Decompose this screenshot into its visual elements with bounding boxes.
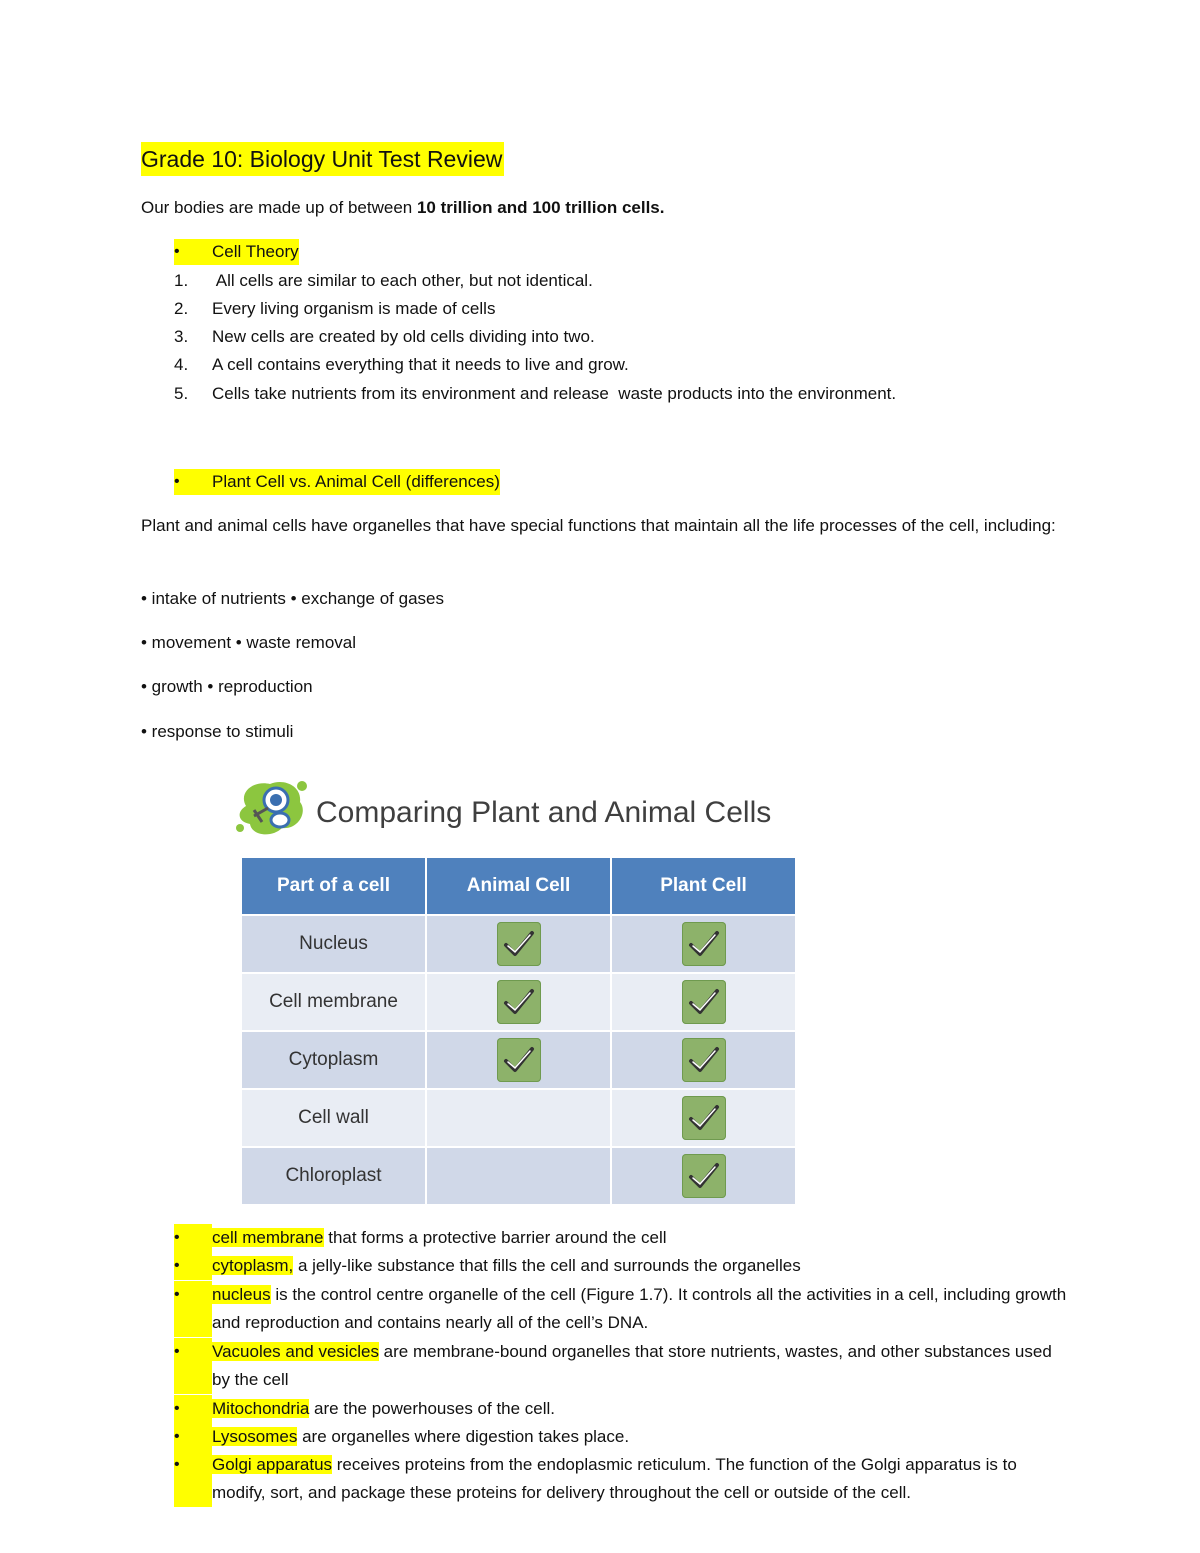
list-number: 5. [174, 384, 189, 403]
bullet-dot-icon: • [174, 1338, 212, 1394]
cell-part-name: Nucleus [242, 915, 426, 973]
bullet-dot-icon: • [174, 1252, 212, 1280]
definition-item [174, 1252, 1074, 1280]
cell-animal-presence [426, 1031, 611, 1089]
cell-plant-presence [611, 973, 795, 1031]
bullet-dot-icon: • [174, 1395, 212, 1423]
list-text: Cells take nutrients from its environment and release waste products into the environment. [212, 384, 897, 403]
definition-item [174, 1224, 1074, 1252]
definition-term: cell membrane [212, 1228, 324, 1247]
list-item [174, 352, 629, 378]
intro-text-start: Our bodies are made up of between [141, 198, 417, 217]
cell-animal-presence [426, 915, 611, 973]
list-text: Every living organism is made of cells [212, 299, 496, 318]
intro-text [141, 195, 664, 221]
cell-animal-presence [426, 1147, 611, 1204]
cell-animal-presence [426, 973, 611, 1031]
cell-theory-heading-row [174, 239, 299, 265]
differences-heading-row [174, 469, 500, 495]
cell-plant-presence [611, 1147, 795, 1204]
checkmark-icon [497, 980, 541, 1024]
cell-plant-presence [611, 1031, 795, 1089]
definition-rest: is the control centre organelle of the cell (Figure 1.7). It controls all the activities in a cell, including growth and reproduction and contains nearly all of the cell’s DNA. [212, 1285, 1067, 1332]
definition-term: cytoplasm, [212, 1256, 294, 1275]
table-header-row [242, 858, 795, 915]
checkmark-icon [682, 1096, 726, 1140]
checkmark-icon [682, 980, 726, 1024]
definition-item [174, 1338, 1074, 1394]
cell-plant-presence [611, 915, 795, 973]
intro-text-bold: 10 trillion and 100 trillion cells. [416, 198, 665, 217]
definition-rest: a jelly-like substance that fills the cell and surrounds the organelles [293, 1256, 801, 1275]
definition-rest: receives proteins from the endoplasmic reticulum. The function of the Golgi apparatus is to modify, sort, and package these proteins for delivery throughout the cell or outside of the cell. [212, 1455, 1017, 1502]
bullet-dot-icon: • [174, 239, 212, 265]
table-row [242, 1031, 795, 1089]
list-item [174, 268, 593, 294]
cell-part-name: Cytoplasm [242, 1031, 426, 1089]
page-title: Grade 10: Biology Unit Test Review [141, 142, 504, 176]
checkmark-icon [682, 922, 726, 966]
list-item [174, 324, 595, 350]
cell-logo-icon [232, 776, 310, 842]
bullet-dot-icon: • [174, 1451, 212, 1507]
definition-term: Mitochondria [212, 1399, 310, 1418]
differences-heading: Plant Cell vs. Animal Cell (differences) [212, 469, 500, 495]
definition-item [174, 1451, 1074, 1507]
definition-rest: are the powerhouses of the cell. [309, 1399, 556, 1418]
definition-rest: are membrane-bound organelles that store nutrients, wastes, and other substances used by the cell [212, 1342, 1052, 1389]
definition-item [174, 1423, 1074, 1451]
definition-item [174, 1395, 1074, 1423]
table-row [242, 1089, 795, 1147]
list-text: All cells are similar to each other, but not identical. [212, 271, 593, 290]
cell-part-name: Cell membrane [242, 973, 426, 1031]
checkmark-icon [497, 922, 541, 966]
table-row [242, 973, 795, 1031]
column-header-part: Part of a cell [242, 858, 426, 915]
cell-plant-presence [611, 1089, 795, 1147]
list-number: 2. [174, 299, 189, 318]
column-header-plant: Plant Cell [611, 858, 795, 915]
function-line: • response to stimuli [141, 722, 294, 741]
definition-text [212, 1395, 555, 1423]
definition-term: Golgi apparatus [212, 1455, 333, 1474]
cell-animal-presence [426, 1089, 611, 1147]
function-line: • growth • reproduction [141, 677, 313, 696]
bullet-dot-icon: • [174, 1423, 212, 1451]
list-item [174, 381, 896, 407]
definition-text [212, 1224, 667, 1252]
checkmark-icon [682, 1154, 726, 1198]
bullet-dot-icon: • [174, 1224, 212, 1252]
comparison-figure [228, 772, 808, 1202]
checkmark-icon [497, 1038, 541, 1082]
definition-rest: that forms a protective barrier around the cell [323, 1228, 667, 1247]
list-number: 3. [174, 327, 189, 346]
list-text: A cell contains everything that it needs to live and grow. [212, 355, 629, 374]
definition-term: Lysosomes [212, 1427, 298, 1446]
definition-item [174, 1281, 1074, 1337]
cell-theory-heading: Cell Theory [212, 239, 299, 265]
bullet-dot-icon: • [174, 1281, 212, 1337]
table-row [242, 915, 795, 973]
list-item [174, 296, 495, 322]
list-text: New cells are created by old cells dividing into two. [212, 327, 595, 346]
definition-rest: are organelles where digestion takes place. [297, 1427, 630, 1446]
table-row [242, 1147, 795, 1204]
cell-part-name: Cell wall [242, 1089, 426, 1147]
column-header-animal: Animal Cell [426, 858, 611, 915]
function-line: • movement • waste removal [141, 633, 357, 652]
bullet-dot-icon: • [174, 469, 212, 495]
definition-text [212, 1252, 801, 1280]
definition-text [212, 1281, 1074, 1337]
definition-text [212, 1423, 629, 1451]
definition-term: Vacuoles and vesicles [212, 1342, 379, 1361]
list-number: 4. [174, 355, 189, 374]
definition-term: nucleus [212, 1285, 271, 1304]
definition-text [212, 1451, 1074, 1507]
comparison-table [242, 858, 795, 1204]
checkmark-icon [682, 1038, 726, 1082]
differences-paragraph: Plant and animal cells have organelles that have special functions that maintain all the life processes of the cell, including: [141, 516, 1056, 535]
figure-title: Comparing Plant and Animal Cells [316, 796, 772, 829]
definition-text [212, 1338, 1074, 1394]
list-number: 1. [174, 271, 189, 290]
function-line: • intake of nutrients • exchange of gases [141, 589, 444, 608]
cell-part-name: Chloroplast [242, 1147, 426, 1204]
